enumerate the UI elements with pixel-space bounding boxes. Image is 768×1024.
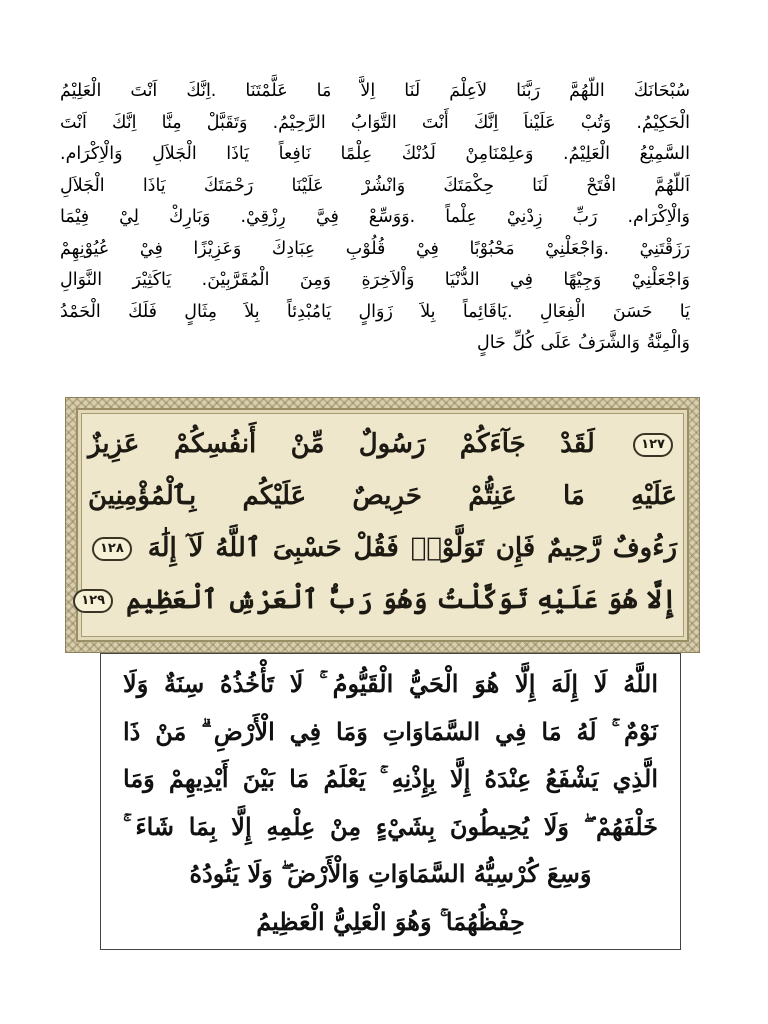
dua-paragraph: [60, 76, 690, 360]
dua-line: السَّمِيْعُ الْعَلِيْمُ. وَعلِمْنَامِنْ لَدُنْكَ عِلْمًا نَافِعاً يَاذَا الْجَلاَلِ وَالْاِكْرَام.: [60, 144, 690, 164]
mushaf-line-text: إِلَّا هُوَ عَلَيْهِ تَوَكَّلْتُ وَهُوَ رَبُّ ٱلْعَرْشِ ٱلْعَظِيمِ: [126, 585, 677, 615]
kursi-line: نَوْمٌ ۚ لَهُ مَا فِي السَّمَاوَاتِ وَمَا فِي الْأَرْضِ ۗ مَنْ ذَا: [123, 716, 658, 746]
ayah-number-marker: ١٢٧: [633, 433, 673, 457]
kursi-line: حِفْظُهُمَا ۚ وَهُوَ الْعَلِيُّ الْعَظِيمُ: [256, 906, 525, 936]
dua-line: وَالْمِنَّةُ وَالشَّرَفُ عَلَى كُلِّ حَالٍ: [476, 333, 690, 353]
mushaf-line-text: عَلَيْهِ مَا عَنِتُّمْ حَرِيصٌ عَلَيْكُم بِٱلْمُؤْمِنِينَ: [88, 481, 677, 511]
dua-line: رَزَقْتَنِيْ .وَاجْعَلْنِيْ مَحْبُوْبًا فِيْ قُلُوْبِ عِبَادِكَ وَعَزِيْزًا فِيْ عُيُوْنِهِمْ: [60, 238, 690, 259]
kursi-line: الَّذِي يَشْفَعُ عِنْدَهُ إِلَّا بِإِذْنِهِ ۚ يَعْلَمُ مَا بَيْنَ أَيْدِيهِمْ وَمَا: [123, 764, 658, 793]
mushaf-text: [81, 418, 677, 636]
ayah-number-marker: ١٢٨: [92, 537, 132, 561]
ayat-al-kursi-box: [100, 653, 681, 950]
kursi-line: اللَّهُ لَا إِلَهَ إِلَّا هُوَ الْحَيُّ الْقَيُّومُ ۚ لَا تَأْخُذُهُ سِنَةٌ وَلَا: [123, 669, 658, 698]
mushaf-verses-image: [65, 397, 700, 653]
mushaf-line: [81, 574, 677, 626]
ayah-number-marker: ١٢٩: [73, 589, 113, 613]
dua-line: اَللّهُمَّ افْتَحْ لَنَا حِكْمَتَكَ وَانْشُرْ عَلَيْنَا رَحْمَتَكَ يَاذَا الْجَلاَلِ: [60, 175, 690, 196]
kursi-line: خَلْفَهُمْ ۖ وَلَا يُحِيطُونَ بِشَيْءٍ مِنْ عِلْمِهِ إِلَّا بِمَا شَاءَ ۚ: [123, 811, 658, 841]
mushaf-line: [88, 470, 677, 522]
dua-line: يَا حَسَنَ الْفِعَالِ .يَاقَائِماً بِلاَ زَوَالٍ يَامُبْدِئاً بِلاَ مِثَالٍ فَلَكَ الْحَمْدُ: [60, 301, 690, 322]
dua-line: وَالْاِكْرَام. رَبِّ زِدْنِيْ عِلْماً .وَوَسِّعْ فِيَّ رِزْقِيْ. وَبَارِكْ لِيْ فِيْمَا: [60, 207, 690, 227]
mushaf-line: [88, 418, 677, 470]
dua-line: وَاجْعَلْنِيْ وَجِيْهًا فِي الدُّنْيَا وَاْلاَخِرَةِ وَمِنَ الْمُقَرَّبِيْنَ. يَاكَثِيْرَ النَّوَالِ: [60, 270, 690, 290]
ayat-al-kursi-text: [123, 660, 658, 945]
dua-line: سُبْحَانَكَ اللّهُمَّ رَبَّنَا لاَعِلْمَ لَنَا اِلاَّ مَا عَلَّمْتَنَا .اِنَّكَ اَنْتَ الْعَلِيْمُ: [60, 81, 690, 101]
mushaf-line-text: رَءُوفٌ رَّحِيمٌ فَإِن تَوَلَّوْا۟ فَقُلْ حَسْبِىَ ٱللَّهُ لَآ إِلَٰهَ: [147, 533, 677, 563]
dua-line: الْحَكِيْمُ. وَتُبْ عَلَيْناَ اِنَّكَ أَنْتَ التَّوَابُ الرَّحِيْمُ. وَتَقَبَّلْ مِنَّا اِنَّكَ اَنْتَ: [60, 112, 690, 133]
kursi-line: وَسِعَ كُرْسِيُّهُ السَّمَاوَاتِ وَالْأَرْضَ ۖ وَلَا يَئُودُهُ: [189, 859, 592, 888]
mushaf-line-text: لَقَدْ جَآءَكُمْ رَسُولٌ مِّنْ أَنفُسِكُمْ عَزِيزٌ: [88, 429, 595, 459]
mushaf-line: [88, 522, 677, 574]
